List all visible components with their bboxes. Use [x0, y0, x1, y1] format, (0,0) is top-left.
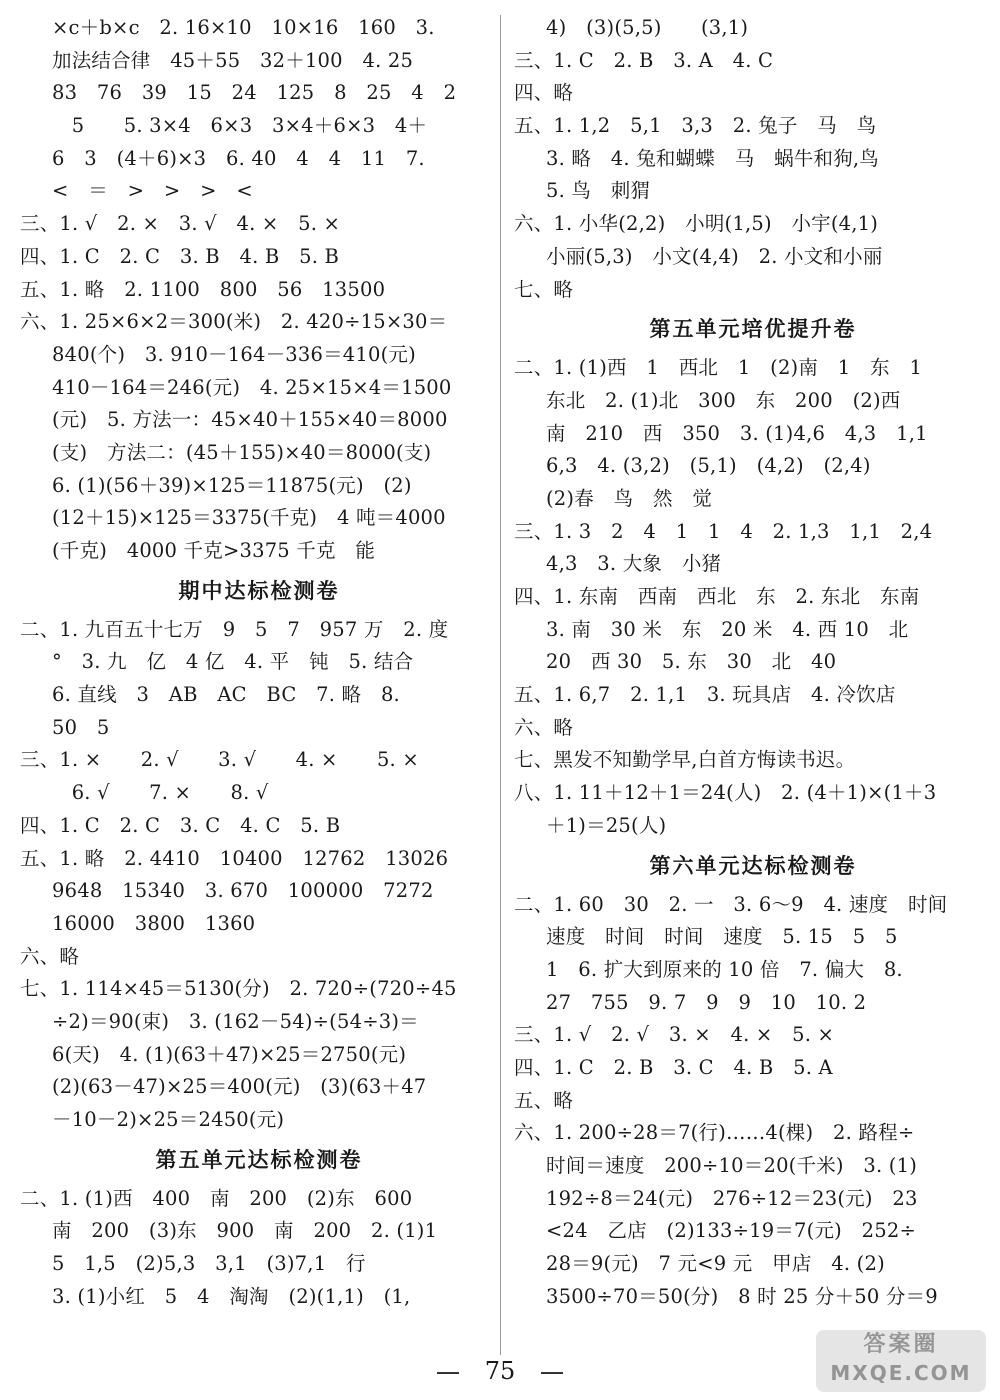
answer-line: －10－2)×25＝2450(元) [52, 1108, 285, 1131]
answer-line: 6(天) 4. (1)(63＋47)×25＝2750(元) [52, 1042, 407, 1066]
answer-line: 加法结合律 45＋55 32＋100 4. 25 [52, 48, 414, 72]
answer-line: 五、1. 略 2. 1100 800 56 13500 [20, 277, 386, 301]
answer-line: 二、1. (1)西 1 西北 1 (2)南 1 东 1 [514, 356, 923, 380]
answer-line: 3. 略 4. 兔和蝴蝶 马 蜗牛和狗,鸟 [546, 146, 880, 170]
answer-line: 四、1. C 2. B 3. C 4. B 5. A [514, 1055, 833, 1079]
answer-line: 八、1. 11＋12＋1＝24(人) 2. (4＋1)×(1＋3 [514, 781, 937, 805]
column-divider [500, 15, 501, 1355]
answer-line: ×c＋b×c 2. 16×10 10×16 160 3. [52, 16, 435, 39]
answer-line: 5 5. 3×4 6×3 3×4＋6×3 4＋ [52, 114, 428, 138]
answer-line: 四、1. C 2. C 3. B 4. B 5. B [20, 244, 340, 268]
watermark-bottom-text: MXQE.COM [830, 1361, 972, 1385]
answer-line: 192÷8＝24(元) 276÷12＝23(元) 23 [546, 1186, 918, 1210]
answer-line: 速度 时间 时间 速度 5. 15 5 5 [546, 925, 898, 949]
answer-line: 五、1. 1,2 5,1 3,3 2. 兔子 马 鸟 [514, 114, 877, 138]
answer-line: (支) 方法二：(45＋155)×40＝8000(支) [52, 440, 432, 464]
left-answer-column [20, 12, 498, 1313]
answer-line: 28＝9(元) 7 元<9 元 甲店 4. (2) [546, 1252, 885, 1276]
answer-line: 4,3 3. 大象 小猪 [546, 552, 722, 576]
site-watermark [816, 1330, 986, 1392]
watermark-top-text: 答案圈 [863, 1332, 939, 1357]
answer-line: 20 西 30 5. 东 30 北 40 [546, 650, 837, 674]
footer-dash-left [437, 1372, 459, 1374]
answer-line: 16000 3800 1360 [52, 911, 256, 935]
answer-line: 三、1. √ 2. √ 3. × 4. × 5. × [514, 1023, 835, 1047]
answer-line: ＋1)＝25(人) [546, 813, 667, 837]
answer-line: 六、1. 25×6×2＝300(米) 2. 420÷15×30＝ [20, 310, 448, 334]
answer-line: 9648 15340 3. 670 100000 7272 [52, 879, 434, 903]
answer-line: 东北 2. (1)北 300 东 200 (2)西 [546, 388, 901, 412]
answer-line: 七、黑发不知勤学早,白首方悔读书迟。 [514, 748, 856, 772]
answer-line: 二、1. 九百五十七万 9 5 7 957 万 2. 度 [20, 617, 449, 641]
answer-line: 六、略 [514, 715, 574, 739]
right-answer-column [514, 12, 992, 1313]
answer-line: 南 200 (3)东 900 南 200 2. (1)1 [52, 1219, 438, 1243]
answer-line: 四、略 [514, 81, 574, 105]
answer-line: 410－164＝246(元) 4. 25×15×4＝1500 [52, 375, 452, 399]
answer-line: 三、1. × 2. √ 3. √ 4. × 5. × [20, 748, 419, 772]
answer-line: 83 76 39 15 24 125 8 25 4 2 [52, 81, 457, 105]
answer-line: 3. 南 30 米 东 20 米 4. 西 10 北 [546, 617, 909, 641]
answer-line: 四、1. C 2. C 3. C 4. C 5. B [20, 813, 341, 837]
answer-line: (元) 5. 方法一：45×40＋155×40＝8000 [52, 408, 448, 432]
answer-line: 27 755 9. 7 9 9 10 10. 2 [546, 990, 867, 1014]
answer-line: 七、1. 114×45＝5130(分) 2. 720÷(720÷45 [20, 977, 457, 1001]
answer-line: 3. (1)小红 5 4 淘淘 (2)(1,1) (1, [52, 1284, 411, 1308]
answer-line: 840(个) 3. 910－164－336＝410(元) [52, 342, 416, 366]
answer-line: 1 6. 扩大到原来的 10 倍 7. 偏大 8. [546, 957, 903, 981]
answer-line: (千克) 4000 千克>3375 千克 能 [52, 539, 376, 562]
answer-line: 时间＝速度 200÷10＝20(千米) 3. (1) [546, 1154, 918, 1177]
answer-line: 6. 直线 3 AB AC BC 7. 略 8. [52, 683, 400, 707]
answer-line: (2)(63－47)×25＝400(元) (3)(63＋47 [52, 1075, 427, 1099]
answer-line: ÷2)＝90(束) 3. (162－54)÷(54÷3)＝ [52, 1009, 419, 1033]
section-heading: 第五单元培优提升卷 [649, 317, 857, 342]
section-heading: 第五单元达标检测卷 [155, 1147, 363, 1172]
footer-dash-right [541, 1372, 563, 1374]
answer-line: 6. (1)(56＋39)×125＝11875(元) (2) [52, 473, 412, 497]
answer-line: < ＝ > > > < [52, 179, 253, 203]
answer-line: 南 210 西 350 3. (1)4,6 4,3 1,1 [546, 421, 928, 445]
answer-line: 五、1. 略 2. 4410 10400 12762 13026 [20, 846, 449, 870]
section-heading: 第六单元达标检测卷 [649, 853, 857, 878]
answer-line: 6 3 (4＋6)×3 6. 40 4 4 11 7. [52, 146, 425, 170]
answer-line: 5 1,5 (2)5,3 3,1 (3)7,1 行 [52, 1252, 366, 1276]
answer-line: 六、1. 200÷28＝7(行)……4(棵) 2. 路程÷ [514, 1121, 915, 1145]
answer-line: 5. 鸟 刺猬 [546, 179, 651, 203]
answer-line: 3500÷70＝50(分) 8 时 25 分＋50 分＝9 [546, 1284, 938, 1308]
answer-line: ° 3. 九 亿 4 亿 4. 平 钝 5. 结合 [52, 650, 414, 674]
section-heading: 期中达标检测卷 [178, 578, 340, 603]
answer-line: 三、1. √ 2. × 3. √ 4. × 5. × [20, 212, 341, 236]
answer-line: 6. √ 7. × 8. √ [52, 781, 269, 805]
page-number: 75 [484, 1357, 516, 1385]
answer-line: 五、略 [514, 1088, 574, 1112]
answer-line: 四、1. 东南 西南 西北 东 2. 东北 东南 [514, 585, 920, 608]
answer-line: 三、1. C 2. B 3. A 4. C [514, 48, 774, 72]
answer-line: 三、1. 3 2 4 1 1 4 2. 1,3 1,1 2,4 [514, 519, 933, 543]
answer-line: <24 乙店 (2)133÷19＝7(元) 252÷ [546, 1219, 917, 1243]
answer-line: (2)春 鸟 然 觉 [546, 486, 713, 510]
answer-line: 五、1. 6,7 2. 1,1 3. 玩具店 4. 冷饮店 [514, 683, 896, 707]
answer-line: (12＋15)×125＝3375(千克) 4 吨＝4000 [52, 506, 446, 530]
answer-line: 4) (3)(5,5) (3,1) [546, 16, 749, 39]
answer-line: 50 5 [52, 715, 110, 739]
answer-line: 小丽(5,3) 小文(4,4) 2. 小文和小丽 [546, 244, 883, 268]
answer-line: 二、1. (1)西 400 南 200 (2)东 600 [20, 1186, 413, 1210]
answer-line: 七、略 [514, 277, 574, 301]
answer-line: 二、1. 60 30 2. 一 3. 6～9 4. 速度 时间 [514, 892, 948, 916]
answer-line: 六、略 [20, 944, 80, 968]
answer-line: 六、1. 小华(2,2) 小明(1,5) 小宇(4,1) [514, 212, 879, 236]
answer-line: 6,3 4. (3,2) (5,1) (4,2) (2,4) [546, 454, 871, 478]
